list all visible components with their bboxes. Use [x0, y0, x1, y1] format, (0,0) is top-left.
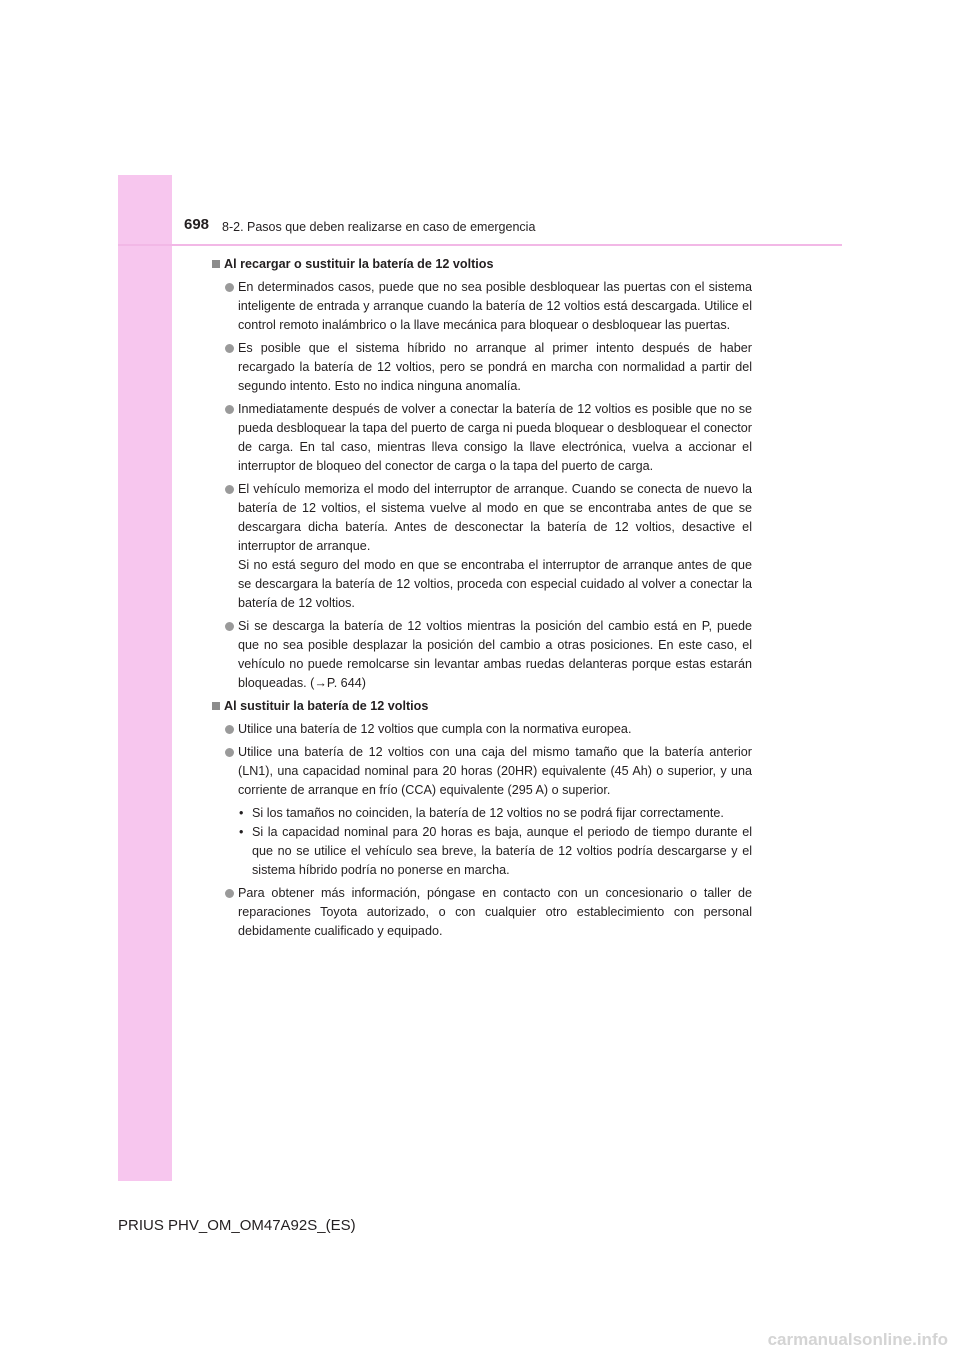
- list-item: Para obtener más información, póngase en contacto con un concesionario o taller de reparaciones Toyota autorizado, o con cualquier otro establecimiento con personal debidamente cualificado y equipado.: [212, 884, 752, 941]
- circle-bullet-icon: [225, 725, 234, 734]
- header-divider: [118, 244, 842, 246]
- list-item: Utilice una batería de 12 voltios con una caja del mismo tamaño que la batería anterior (LN1), una capacidad nominal para 20 horas (20HR) equivalente (45 Ah) o superior, y una corriente de arranque en frío (CCA) equivalente (295 A) o superior.: [212, 743, 752, 800]
- circle-bullet-icon: [225, 622, 234, 631]
- list-item: Si se descarga la batería de 12 voltios mientras la posición del cambio está en P, puede que no sea posible desplazar la posición del cambio a otras posiciones. En este caso, el vehículo no puede remolcarse sin levantar ambas ruedas delanteras porque estas estarán bloqueadas. (→P. 644): [212, 617, 752, 693]
- list-item: Utilice una batería de 12 voltios que cumpla con la normativa europea.: [212, 720, 752, 739]
- square-bullet-icon: [212, 260, 220, 268]
- circle-bullet-icon: [225, 889, 234, 898]
- list-item: En determinados casos, puede que no sea posible desbloquear las puertas con el sistema inteligente de entrada y arranque cuando la batería de 12 voltios está descargada. Utilice el control remoto inalámbrico o la llave mecánica para bloquear o desbloquear las puertas.: [212, 278, 752, 335]
- list-item: Es posible que el sistema híbrido no arranque al primer intento después de haber recargado la batería de 12 voltios, pero se pondrá en marcha con normalidad a partir del segundo intento. Esto no indica ninguna anomalía.: [212, 339, 752, 396]
- sub-list-item: • Si la capacidad nominal para 20 horas es baja, aunque el periodo de tiempo durante el que no se utilice el vehículo sea breve, la batería de 12 voltios podría descargarse y el sistema híbrido podría no ponerse en marcha.: [239, 825, 752, 877]
- footer-model-code: PRIUS PHV_OM_OM47A92S_(ES): [118, 1217, 356, 1234]
- square-bullet-icon: [212, 702, 220, 710]
- page-content: [212, 255, 752, 945]
- sub-list-item: • Si los tamaños no coinciden, la batería de 12 voltios no se podrá fijar correctamente.: [212, 804, 752, 823]
- list-item: El vehículo memoriza el modo del interruptor de arranque. Cuando se conecta de nuevo la batería de 12 voltios, el sistema vuelve al modo en que se encontraba antes de que se descargara dicha batería. Antes de desconectar la batería de 12 voltios, desactive el interruptor de arranque. Si no está seguro del modo en que se encontraba el interruptor de arranque antes de que se descargara la batería de 12 voltios, proceda con especial cuidado al volver a conectar la batería de 12 voltios.: [212, 480, 752, 613]
- circle-bullet-icon: [225, 405, 234, 414]
- chapter-tab: [118, 175, 172, 1181]
- watermark: carmanualsonline.info: [767, 1330, 948, 1349]
- circle-bullet-icon: [225, 283, 234, 292]
- circle-bullet-icon: [225, 748, 234, 757]
- circle-bullet-icon: [225, 344, 234, 353]
- section-title: 8-2. Pasos que deben realizarse en caso de emergencia: [222, 220, 536, 234]
- circle-bullet-icon: [225, 485, 234, 494]
- page-number: 698: [184, 216, 210, 233]
- sub-bullet-mark: •: [239, 806, 244, 820]
- section-heading: Al recargar o sustituir la batería de 12 voltios: [212, 255, 752, 274]
- sub-bullet-mark: •: [239, 825, 244, 839]
- section-heading: Al sustituir la batería de 12 voltios: [212, 697, 752, 716]
- list-item: Inmediatamente después de volver a conectar la batería de 12 voltios es posible que no se pueda desbloquear la tapa del puerto de carga ni pueda bloquear o desbloquear el conector de carga. En tal caso, mientras lleva consigo la llave electrónica, vuelva a accionar el interruptor de bloqueo del conector de carga o la tapa del puerto de carga.: [212, 400, 752, 476]
